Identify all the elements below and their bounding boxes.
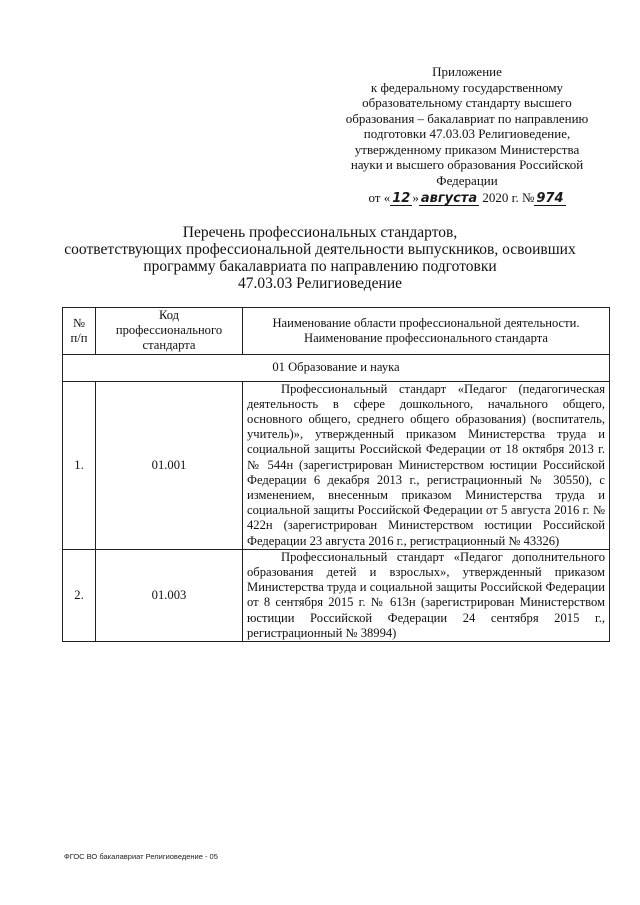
table-header-row bbox=[63, 308, 610, 355]
header-name: Наименование области профессиональной деятельности. Наименование профессионального стандарта bbox=[243, 308, 610, 355]
section-row bbox=[63, 354, 610, 381]
appendix-block bbox=[328, 64, 606, 206]
appendix-line: образования – бакалавриат по направлению bbox=[345, 110, 589, 126]
section-title: 01 Образование и наука bbox=[63, 354, 610, 381]
date-year: 2020 г. № bbox=[479, 190, 535, 205]
row-code: 01.003 bbox=[96, 549, 243, 641]
table-row bbox=[63, 381, 610, 549]
order-date-line bbox=[328, 190, 606, 206]
header-num: № п/п bbox=[63, 308, 96, 355]
date-prefix: от « bbox=[368, 190, 391, 205]
appendix-line: подготовки 47.03.03 Религиоведение, bbox=[363, 126, 571, 141]
row-num: 2. bbox=[63, 549, 96, 641]
appendix-line: науки и высшего образования Российской bbox=[350, 157, 584, 172]
header-code: Код профессионального стандарта bbox=[96, 308, 243, 355]
appendix-line: к федеральному государственному bbox=[370, 79, 564, 95]
appendix-line: Приложение bbox=[432, 64, 502, 79]
table-row bbox=[63, 549, 610, 641]
title-line: соответствующих профессиональной деятельности выпускников, освоивших bbox=[64, 241, 576, 258]
title-line: Перечень профессиональных стандартов, bbox=[182, 224, 458, 241]
row-num: 1. bbox=[63, 381, 96, 549]
page-footer: ФГОС ВО бакалавриат Религиоведение - 05 bbox=[64, 852, 218, 861]
standards-table bbox=[62, 307, 610, 642]
row-text: Профессиональный стандарт «Педагог дополнительного образования детей и взрослых», утвержденный приказом Министерства труда и социальной защиты Российской Федерации от 8 сентября 2015 г. № 613н (зарегистрирован Министерством юстиции Российской Федерации 24 сентября 2015 г., регистрационный № 38994) bbox=[247, 549, 605, 640]
appendix-line: утвержденному приказом Министерства bbox=[354, 141, 580, 157]
handwritten-order-number: 974 bbox=[536, 191, 564, 206]
date-mid: » bbox=[412, 190, 419, 205]
row-description bbox=[243, 549, 610, 641]
title-line: программу бакалавриата по направлению подготовки bbox=[143, 258, 497, 275]
handwritten-month: августа bbox=[420, 191, 478, 206]
document-title bbox=[60, 224, 580, 292]
appendix-line: образовательному стандарту высшего bbox=[362, 95, 572, 110]
row-code: 01.001 bbox=[96, 381, 243, 549]
appendix-line: Федерации bbox=[436, 172, 498, 188]
title-line: 47.03.03 Религиоведение bbox=[238, 275, 402, 292]
row-description bbox=[243, 381, 610, 549]
row-text: Профессиональный стандарт «Педагог (педагогическая деятельность в сфере дошкольного, начального общего, основного общего, среднего общего образования) (воспитатель, учитель)», утвержденный приказом Министерства труда и социальной защиты Российской Федерации от 18 октября 2013 г. № 544н (зарегистрирован Министерством юстиции Российской Федерации 6 декабря 2013 г., регистрационный № 30550), с изменением, внесенным приказом Министерства труда и социальной защиты Российской Федерации от 5 августа 2016 г. № 422н (зарегистрирован Министерством юстиции Российской Федерации 23 августа 2016 г., регистрационный № 43326) bbox=[247, 381, 605, 548]
handwritten-day: 12 bbox=[392, 191, 411, 206]
